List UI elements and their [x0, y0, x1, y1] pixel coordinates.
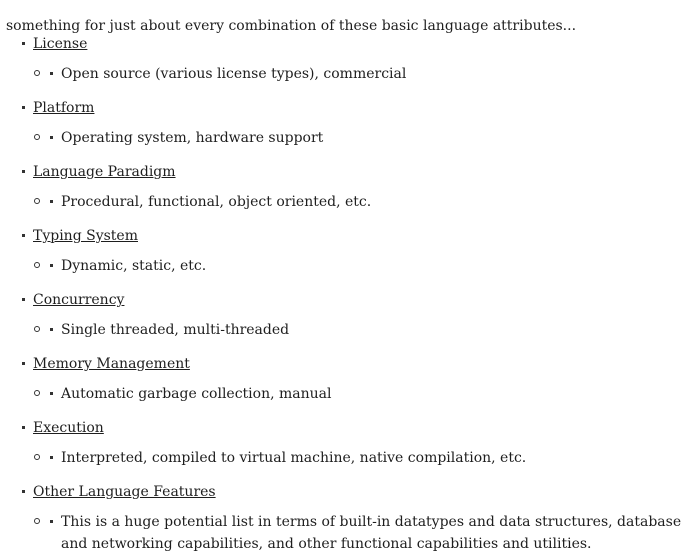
memory-management-link[interactable]: Memory Management: [33, 356, 190, 372]
platform-link[interactable]: Platform: [33, 100, 95, 116]
concurrency-link[interactable]: Concurrency: [33, 292, 125, 308]
bullet-square-icon: [22, 42, 25, 45]
bullet-circle-icon: [34, 326, 40, 332]
intro-paragraph: [6, 0, 576, 39]
item-detail: Dynamic, static, etc.: [61, 258, 207, 274]
bullet-square-icon: [50, 456, 53, 459]
other-language-features-link[interactable]: Other Language Features: [33, 484, 216, 500]
item-detail: Automatic garbage collection, manual: [61, 386, 332, 402]
intro-top-line: [6, 0, 576, 13]
item-detail: Operating system, hardware support: [61, 130, 324, 146]
item-detail: Interpreted, compiled to virtual machine, native compilation, etc.: [61, 450, 527, 466]
bullet-square-icon: [22, 234, 25, 237]
bullet-circle-icon: [34, 134, 40, 140]
bullet-circle-icon: [34, 390, 40, 396]
bullet-square-icon: [50, 328, 53, 331]
bullet-square-icon: [22, 490, 25, 493]
item-detail: Open source (various license types), commercial: [61, 66, 407, 82]
bullet-square-icon: [22, 170, 25, 173]
bullet-circle-icon: [34, 70, 40, 76]
bullet-square-icon: [50, 392, 53, 395]
bullet-square-icon: [50, 200, 53, 203]
bullet-square-icon: [22, 106, 25, 109]
bullet-square-icon: [22, 426, 25, 429]
bullet-square-icon: [50, 520, 53, 523]
bullet-circle-icon: [34, 454, 40, 460]
execution-link[interactable]: Execution: [33, 420, 104, 436]
license-link[interactable]: License: [33, 36, 88, 52]
bullet-square-icon: [50, 72, 53, 75]
bullet-square-icon: [50, 264, 53, 267]
bullet-circle-icon: [34, 518, 40, 524]
typing-system-link[interactable]: Typing System: [33, 228, 138, 244]
bullet-square-icon: [22, 298, 25, 301]
language-paradigm-link[interactable]: Language Paradigm: [33, 164, 176, 180]
item-detail: Procedural, functional, object oriented, etc.: [61, 194, 372, 210]
bullet-circle-icon: [34, 262, 40, 268]
intro-text: something for just about every combination of these basic language attributes...: [6, 18, 577, 34]
item-detail: Single threaded, multi-threaded: [61, 322, 290, 338]
bullet-square-icon: [22, 362, 25, 365]
bullet-circle-icon: [34, 198, 40, 204]
item-detail: This is a huge potential list in terms of built-in datatypes and data structures, database and networking capabilities, and other functional capabilities and utilities.: [61, 514, 682, 552]
bullet-square-icon: [50, 136, 53, 139]
